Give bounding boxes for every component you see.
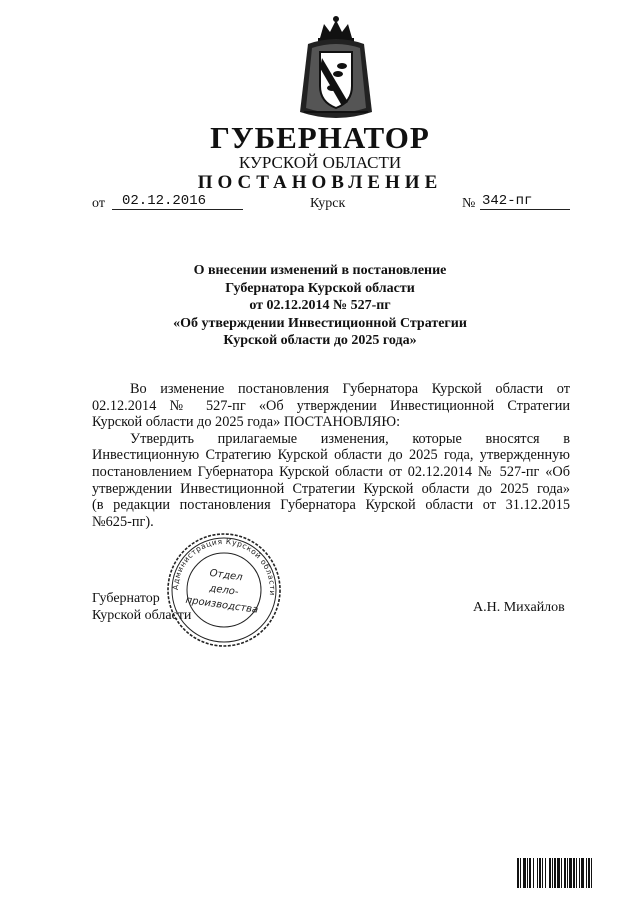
barcode-bar <box>588 858 590 888</box>
body-line: 02.12.2014 № 527-пг «Об утверждении Инвестиционной Стратегии <box>92 397 570 414</box>
coat-of-arms-emblem <box>296 14 376 122</box>
body-line: №625-пг). <box>92 513 154 530</box>
body-line: утверждении Инвестиционной Стратегии Курской области до 2025 года» <box>92 480 570 497</box>
barcode-bar <box>529 858 531 888</box>
body-line: Курской области до 2025 года» ПОСТАНОВЛЯЮ: <box>92 414 401 431</box>
stamp-inner-line: дело- <box>208 583 240 598</box>
barcode-bar <box>581 858 584 888</box>
stamp-inner-line: производства <box>184 594 259 616</box>
signatory-position-line: Курской области <box>92 608 192 623</box>
barcode-bar <box>576 858 577 888</box>
barcode-bar <box>537 858 538 888</box>
document-subject-heading <box>0 262 640 350</box>
heading-line: «Об утверждении Инвестиционной Стратегии <box>173 315 467 331</box>
barcode-bar <box>569 858 572 888</box>
barcode-bar <box>527 858 528 888</box>
barcode-bar <box>586 858 587 888</box>
heading-line: Курской области до 2025 года» <box>223 333 417 348</box>
signatory-name: А.Н. Михайлов <box>473 600 565 615</box>
signatory-position-line: Губернатор <box>92 591 160 606</box>
barcode-bar <box>517 858 519 888</box>
barcode-bar <box>552 858 553 888</box>
body-line: Инвестиционную Стратегию Курской области до 2025 года, утвержденную <box>92 447 570 464</box>
date-prefix: от <box>92 196 105 211</box>
body-line: Во изменение постановления Губернатора Курской области от <box>130 381 570 397</box>
barcode-bar <box>573 858 575 888</box>
heading-line: от 02.12.2014 № 527-пг <box>249 298 391 313</box>
body-line: постановлением Губернатора Курской области от 02.12.2014 № 527-пг «Об <box>92 463 570 480</box>
barcode-bar <box>557 858 560 888</box>
barcode <box>517 858 613 888</box>
document-city: Курск <box>310 196 346 211</box>
document-authority-subtitle: КУРСКОЙ ОБЛАСТИ <box>238 153 402 172</box>
barcode-bar <box>591 858 592 888</box>
barcode-bar <box>539 858 541 888</box>
body-line: (в редакции постановления Губернатора Курской области от 31.12.2015 <box>92 497 570 514</box>
document-number: 342-пг <box>480 193 570 210</box>
number-prefix: № <box>462 196 476 211</box>
barcode-bar <box>561 858 562 888</box>
barcode-bar <box>549 858 551 888</box>
stamp-ring-text: Администрация Курской области <box>170 536 278 597</box>
barcode-bar <box>554 858 556 888</box>
stamp-inner-line: Отдел <box>208 567 244 584</box>
barcode-bar <box>533 858 534 888</box>
body-line: Утвердить прилагаемые изменения, которые вносятся в <box>130 430 570 447</box>
barcode-bar <box>523 858 526 888</box>
barcode-bar <box>545 858 546 888</box>
heading-line: О внесении изменений в постановление <box>193 263 447 278</box>
document-authority-title: ГУБЕРНАТОР <box>210 120 430 155</box>
document-type-heading: ПОСТАНОВЛЕНИЕ <box>197 172 443 193</box>
barcode-bar <box>520 858 521 888</box>
document-body <box>92 381 570 530</box>
barcode-bar <box>579 858 580 888</box>
heading-line: Губернатора Курской области <box>225 280 415 296</box>
barcode-bar <box>564 858 566 888</box>
barcode-bar <box>542 858 543 888</box>
barcode-bar <box>567 858 568 888</box>
office-stamp <box>166 532 282 648</box>
document-date: 02.12.2016 <box>112 193 243 210</box>
